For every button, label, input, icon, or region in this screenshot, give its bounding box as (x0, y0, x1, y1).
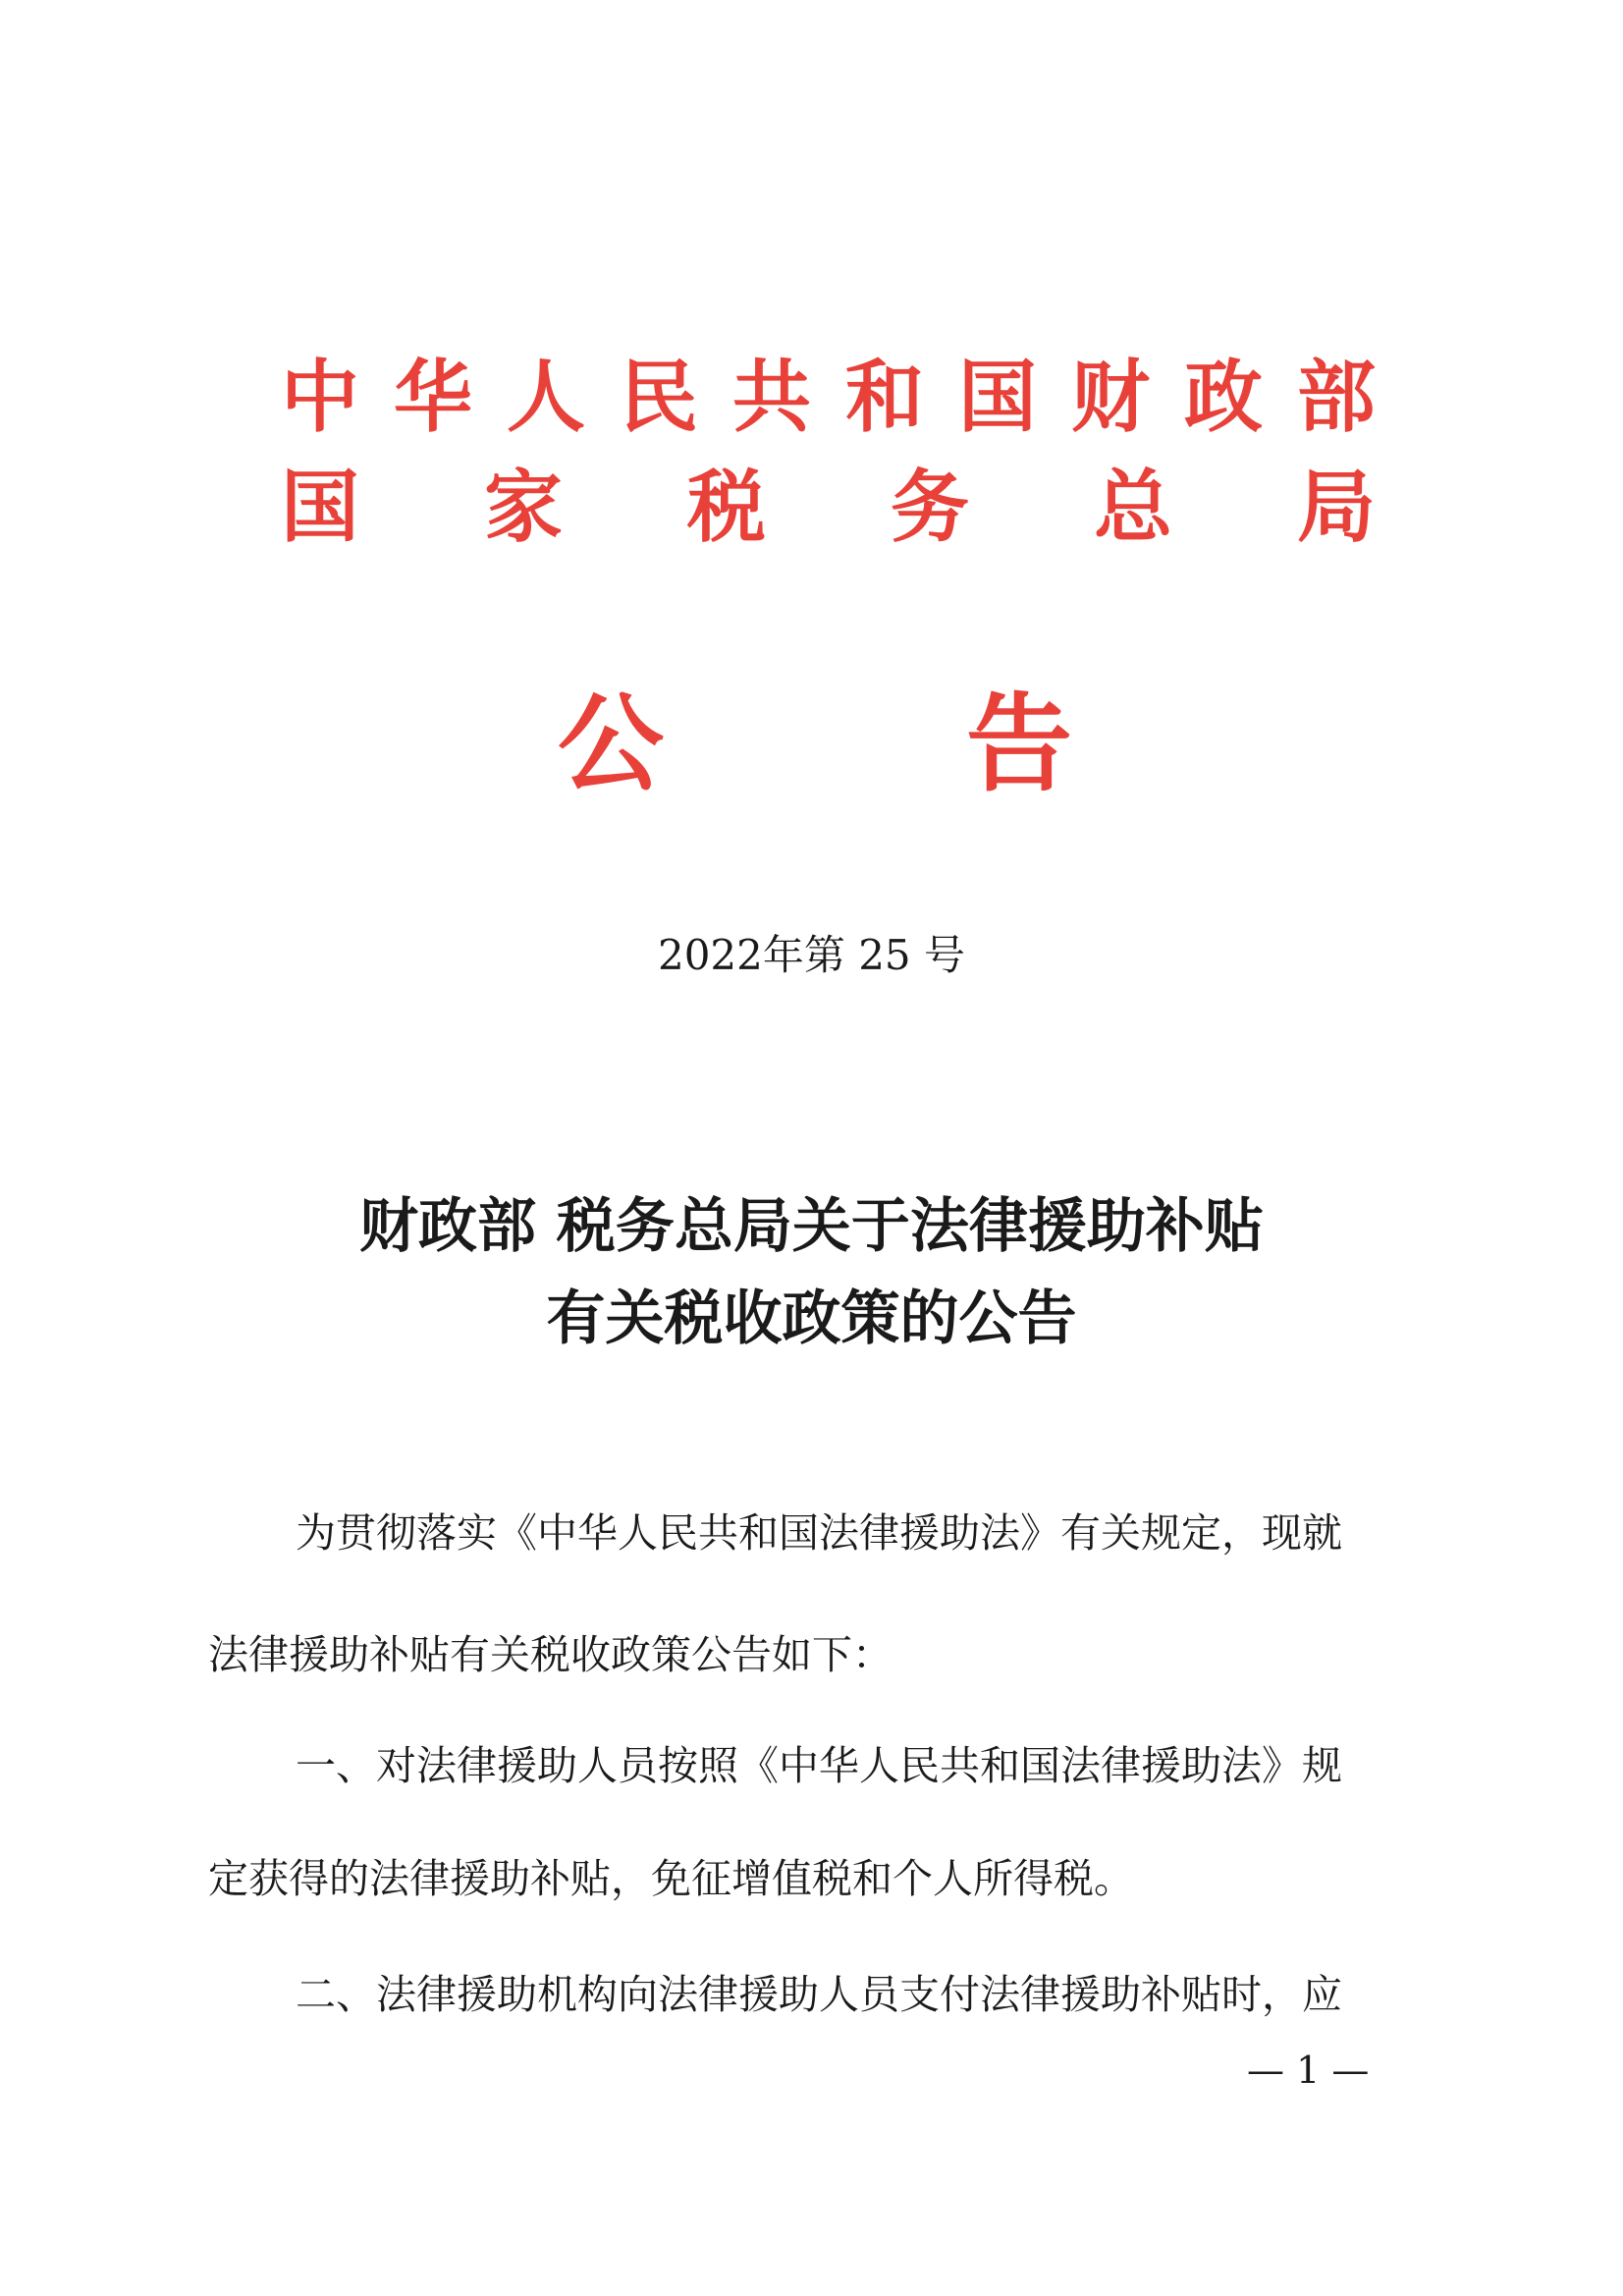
issuer-char: 总 (1094, 461, 1172, 553)
issuer-char: 共 (732, 351, 811, 443)
issuer-char: 财 (1071, 351, 1150, 443)
notice-char: 公 (558, 683, 665, 806)
notice-heading (558, 683, 1072, 806)
issuer-ministry-of-finance (281, 352, 1376, 442)
page-number: — 1 — (1247, 2049, 1370, 2092)
body-line: 法律援助补贴有关税收政策公告如下： (208, 1631, 893, 1678)
issuer-tax-administration (281, 462, 1376, 552)
issuer-char: 税 (687, 461, 766, 553)
issuer-char: 人 (507, 351, 585, 443)
document-title-line-1: 财政部 税务总局关于法律援助补贴 (359, 1192, 1264, 1261)
issuer-char: 国 (281, 461, 359, 553)
body-line: 二、法律援助机构向法律援助人员支付法律援助补贴时，应 (296, 1971, 1342, 2018)
body-line: 一、对法律援助人员按照《中华人民共和国法律援助法》规 (296, 1742, 1342, 1789)
document-title-line-2: 有关税收政策的公告 (546, 1285, 1077, 1353)
issuer-char: 局 (1297, 461, 1376, 553)
notice-char: 告 (965, 683, 1072, 806)
issuer-char: 中 (281, 351, 359, 443)
body-line: 为贯彻落实《中华人民共和国法律援助法》有关规定，现就 (296, 1509, 1342, 1557)
issuer-char: 部 (1297, 351, 1376, 443)
document-number: 2022年第 25 号 (657, 931, 966, 979)
issuer-char: 务 (891, 461, 969, 553)
issuer-char: 华 (394, 351, 472, 443)
issuer-char: 国 (958, 351, 1037, 443)
issuer-char: 家 (484, 461, 563, 553)
issuer-char: 政 (1184, 351, 1263, 443)
issuer-char: 和 (845, 351, 924, 443)
body-line: 定获得的法律援助补贴，免征增值税和个人所得税。 (208, 1855, 1134, 1902)
issuer-char: 民 (620, 351, 698, 443)
